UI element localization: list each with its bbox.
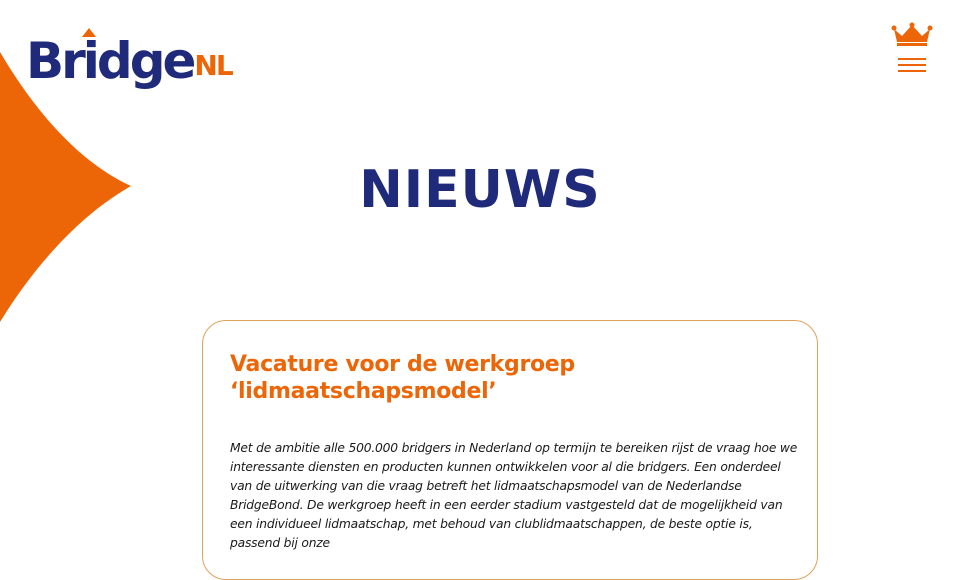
bridgenl-logo[interactable] [26, 22, 232, 90]
logo-roof-mark [82, 28, 96, 37]
news-article-card[interactable] [202, 320, 818, 580]
page-title: NIEUWS [359, 160, 601, 220]
menu-bar-bottom [898, 70, 926, 72]
logo-suffix: NL [194, 49, 232, 82]
article-title[interactable]: Vacature voor de werkgroep ‘lidmaatschapsmodel’ [230, 352, 575, 404]
menu-bar-top [898, 58, 926, 60]
article-excerpt: Met de ambitie alle 500.000 bridgers in Nederland op termijn te bereiken rijst de vraag hoe we interessante diensten en producten kunnen ontwikkelen voor al die bridgers. Een onderdeel van de uitwerking van die vraag betreft het lidmaatschapsmodel van de Nederlandse BridgeBond. De werkgroep heeft in een eerder stadium vastgesteld dat de mogelijkheid van een individueel lidmaatschap, met behoud van clublidmaatschappen, de beste optie is, passend bij onze [230, 441, 798, 550]
hamburger-menu-icon[interactable] [898, 56, 926, 74]
menu-bar-middle [898, 64, 926, 66]
logo-wordmark: Bridge [26, 32, 194, 90]
crown-icon[interactable] [891, 22, 933, 46]
